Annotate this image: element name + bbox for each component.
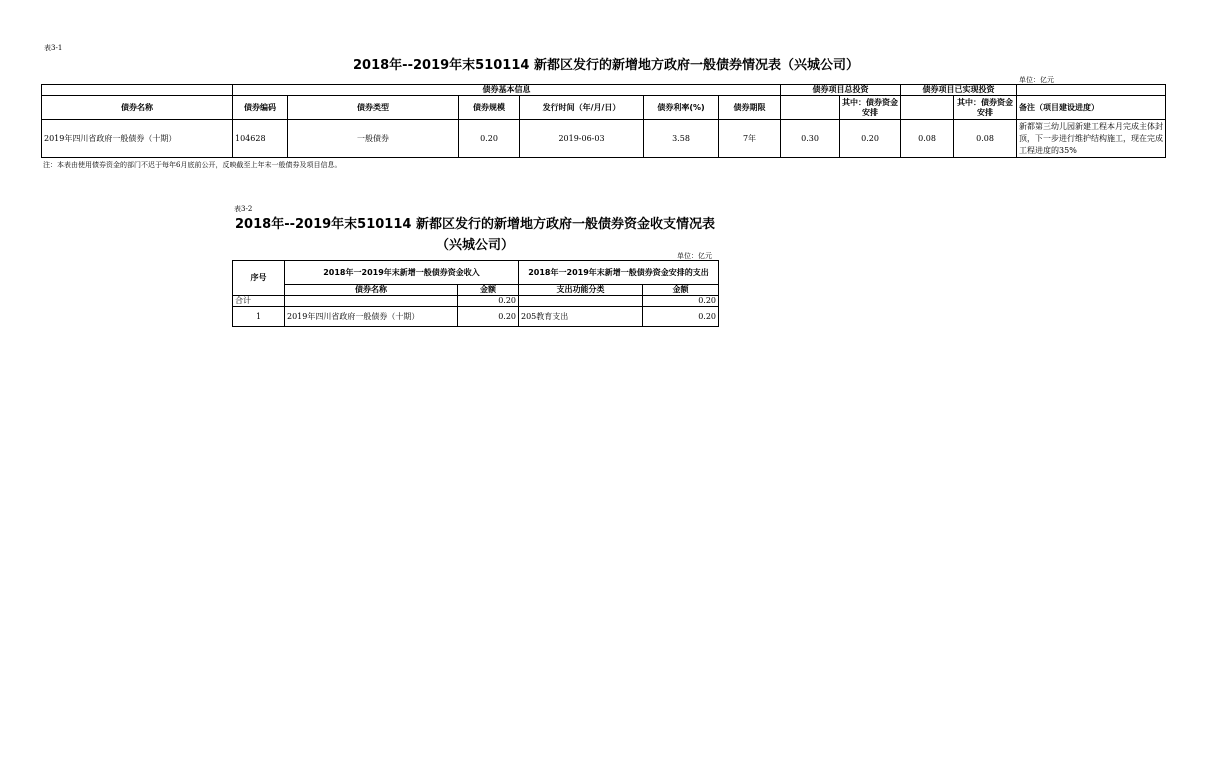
table1-tag: 表3-1 <box>44 44 63 52</box>
cell-amount: 0.20 <box>458 307 519 327</box>
col-header-issue-date: 发行时间（年/月/日） <box>520 96 644 120</box>
col-header-type: 债券类型 <box>288 96 459 120</box>
col-header-func-class: 支出功能分类 <box>519 285 643 296</box>
cell-bond-name: 2019年四川省政府一般债券（十期） <box>285 307 458 327</box>
table1-note: 注：本表由使用债券资金的部门不迟于每年6月底前公开，反映截至上年末一般债券及项目信息。 <box>43 161 342 169</box>
cell-func-class: 205教育支出 <box>519 307 643 327</box>
table1-unit: 单位：亿元 <box>1019 76 1054 84</box>
cell-type: 一般债券 <box>288 120 459 158</box>
table-row <box>42 120 1166 158</box>
cell-total-label: 合计 <box>233 296 285 307</box>
col-header-rate: 债券利率(%) <box>644 96 719 120</box>
cell-term: 7年 <box>719 120 781 158</box>
table-row <box>233 307 719 327</box>
cell-total-income: 0.20 <box>458 296 519 307</box>
table2-title-line2: （兴城公司） <box>435 238 514 253</box>
cell-total-sub: 0.20 <box>840 120 901 158</box>
col-header-bond-name: 债券名称 <box>285 285 458 296</box>
cell-code: 104628 <box>233 120 288 158</box>
col-header-name: 债券名称 <box>42 96 233 120</box>
cell-realized-investment: 0.08 <box>901 120 954 158</box>
table2-unit: 单位：亿元 <box>677 252 712 260</box>
cell-rate: 3.58 <box>644 120 719 158</box>
group-header-basic-info: 债券基本信息 <box>233 85 781 96</box>
group-header-realized-investment: 债券项目已实现投资 <box>901 85 1017 96</box>
cell-seq: 1 <box>233 307 285 327</box>
table2-title-line1: 2018年--2019年末510114 新都区发行的新增地方政府一般债券资金收支情况表 <box>235 217 715 232</box>
table1 <box>41 84 1166 158</box>
table2-title <box>232 213 718 253</box>
cell-remark: 新都第三幼儿园新建工程本月完成主体封顶，下一步进行维护结构施工，现在完成工程进度的35% <box>1017 120 1166 158</box>
col-header-remark: 备注（项目建设进度） <box>1017 96 1166 120</box>
group-header-total-investment: 债券项目总投资 <box>781 85 901 96</box>
col-header-amount: 金额 <box>458 285 519 296</box>
cell-amount2: 0.20 <box>643 307 719 327</box>
cell-name: 2019年四川省政府一般债券（十期） <box>42 120 233 158</box>
table1-title: 2018年--2019年末510114 新都区发行的新增地方政府一般债券情况表（兴城公司） <box>353 58 859 73</box>
cell-total-expense: 0.20 <box>643 296 719 307</box>
col-header-amount2: 金额 <box>643 285 719 296</box>
col-header-seq: 序号 <box>233 261 285 296</box>
table2 <box>232 260 719 327</box>
col-header-total-sub: 其中：债券资金安排 <box>840 96 901 120</box>
col-header-scale: 债券规模 <box>459 96 520 120</box>
cell-total-investment: 0.30 <box>781 120 840 158</box>
col-header-expense: 2018年一2019年末新增一般债券资金安排的支出 <box>519 261 719 285</box>
col-header-income: 2018年一2019年末新增一般债券资金收入 <box>285 261 519 285</box>
table-row-total <box>233 296 719 307</box>
cell-issue-date: 2019-06-03 <box>520 120 644 158</box>
cell-scale: 0.20 <box>459 120 520 158</box>
col-header-term: 债券期限 <box>719 96 781 120</box>
col-header-realized-sub: 其中：债券资金安排 <box>954 96 1017 120</box>
cell-realized-sub: 0.08 <box>954 120 1017 158</box>
col-header-code: 债券编码 <box>233 96 288 120</box>
table2-tag: 表3-2 <box>234 205 253 213</box>
